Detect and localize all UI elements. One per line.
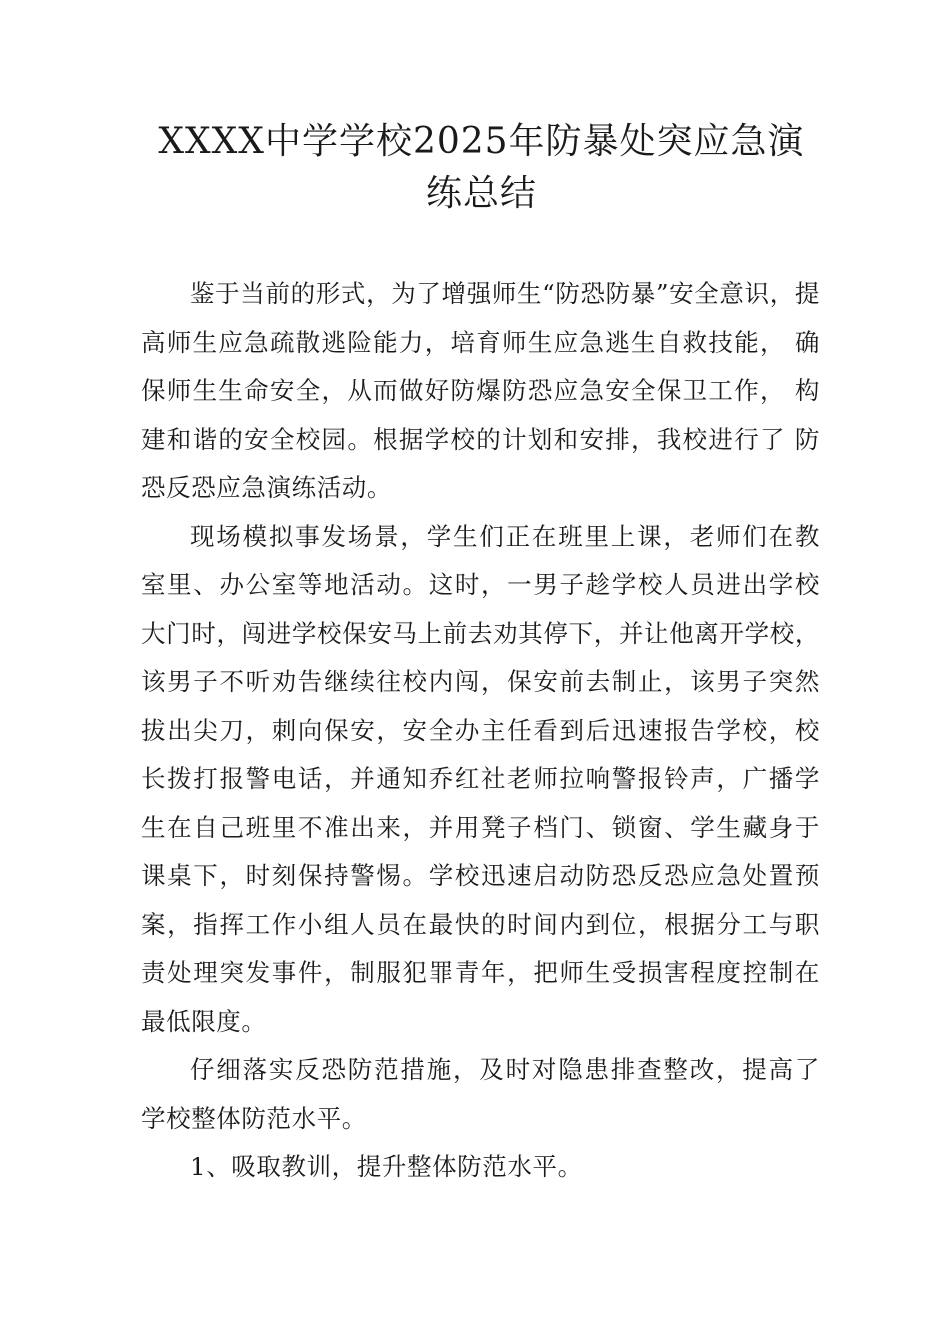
- paragraph-point-1: 1、吸取教训，提升整体防范水平。: [190, 1152, 583, 1181]
- document-title: XXXX中学学校2025年防暴处突应急演练总结: [158, 121, 805, 214]
- paragraph-measures: 仔细落实反恐防范措施，及时对隐患排查整改，提高了 学校整体防范水平。: [141, 1055, 820, 1133]
- paragraph-scenario: 现场模拟事发场景，学生们正在班里上课，老师们在教 室里、办公室等地活动。这时，一男子趁学校人员进出学校 大门时，闯进学校保安马上前去劝其停下，并让他离开学校， 该男子不听劝告继续往校内闯，保安前去制止，该男子突然 拔出尖刀，刺向保安，安全办主任看到后迅速报告学校，校 长拨打报警电话，并通知乔红社老师拉响警报铃声，广播学 生在自己班里不准出来，并用凳子档门、锁窗、学生藏身于 课桌下，时刻保持警惕。学校迅速启动防恐反恐应急处置预 案，指挥工作小组人员在最快的时间内到位，根据分工与职 责处理突发事件，制服犯罪青年，把师生受损害程度控制在 最低限度。: [141, 521, 820, 1036]
- paragraph-intro: 鉴于当前的形式，为了增强师生“防恐防暴”安全意识，提高师生应急疏散逃险能力，培育师生应急逃生自救技能， 确保师生生命安全，从而做好防爆防恐应急安全保卫工作， 构建和谐的安全校园。根据学校的计划和安排，我校进行了 防恐反恐应急演练活动。: [141, 279, 820, 502]
- document-body: [141, 270, 820, 1192]
